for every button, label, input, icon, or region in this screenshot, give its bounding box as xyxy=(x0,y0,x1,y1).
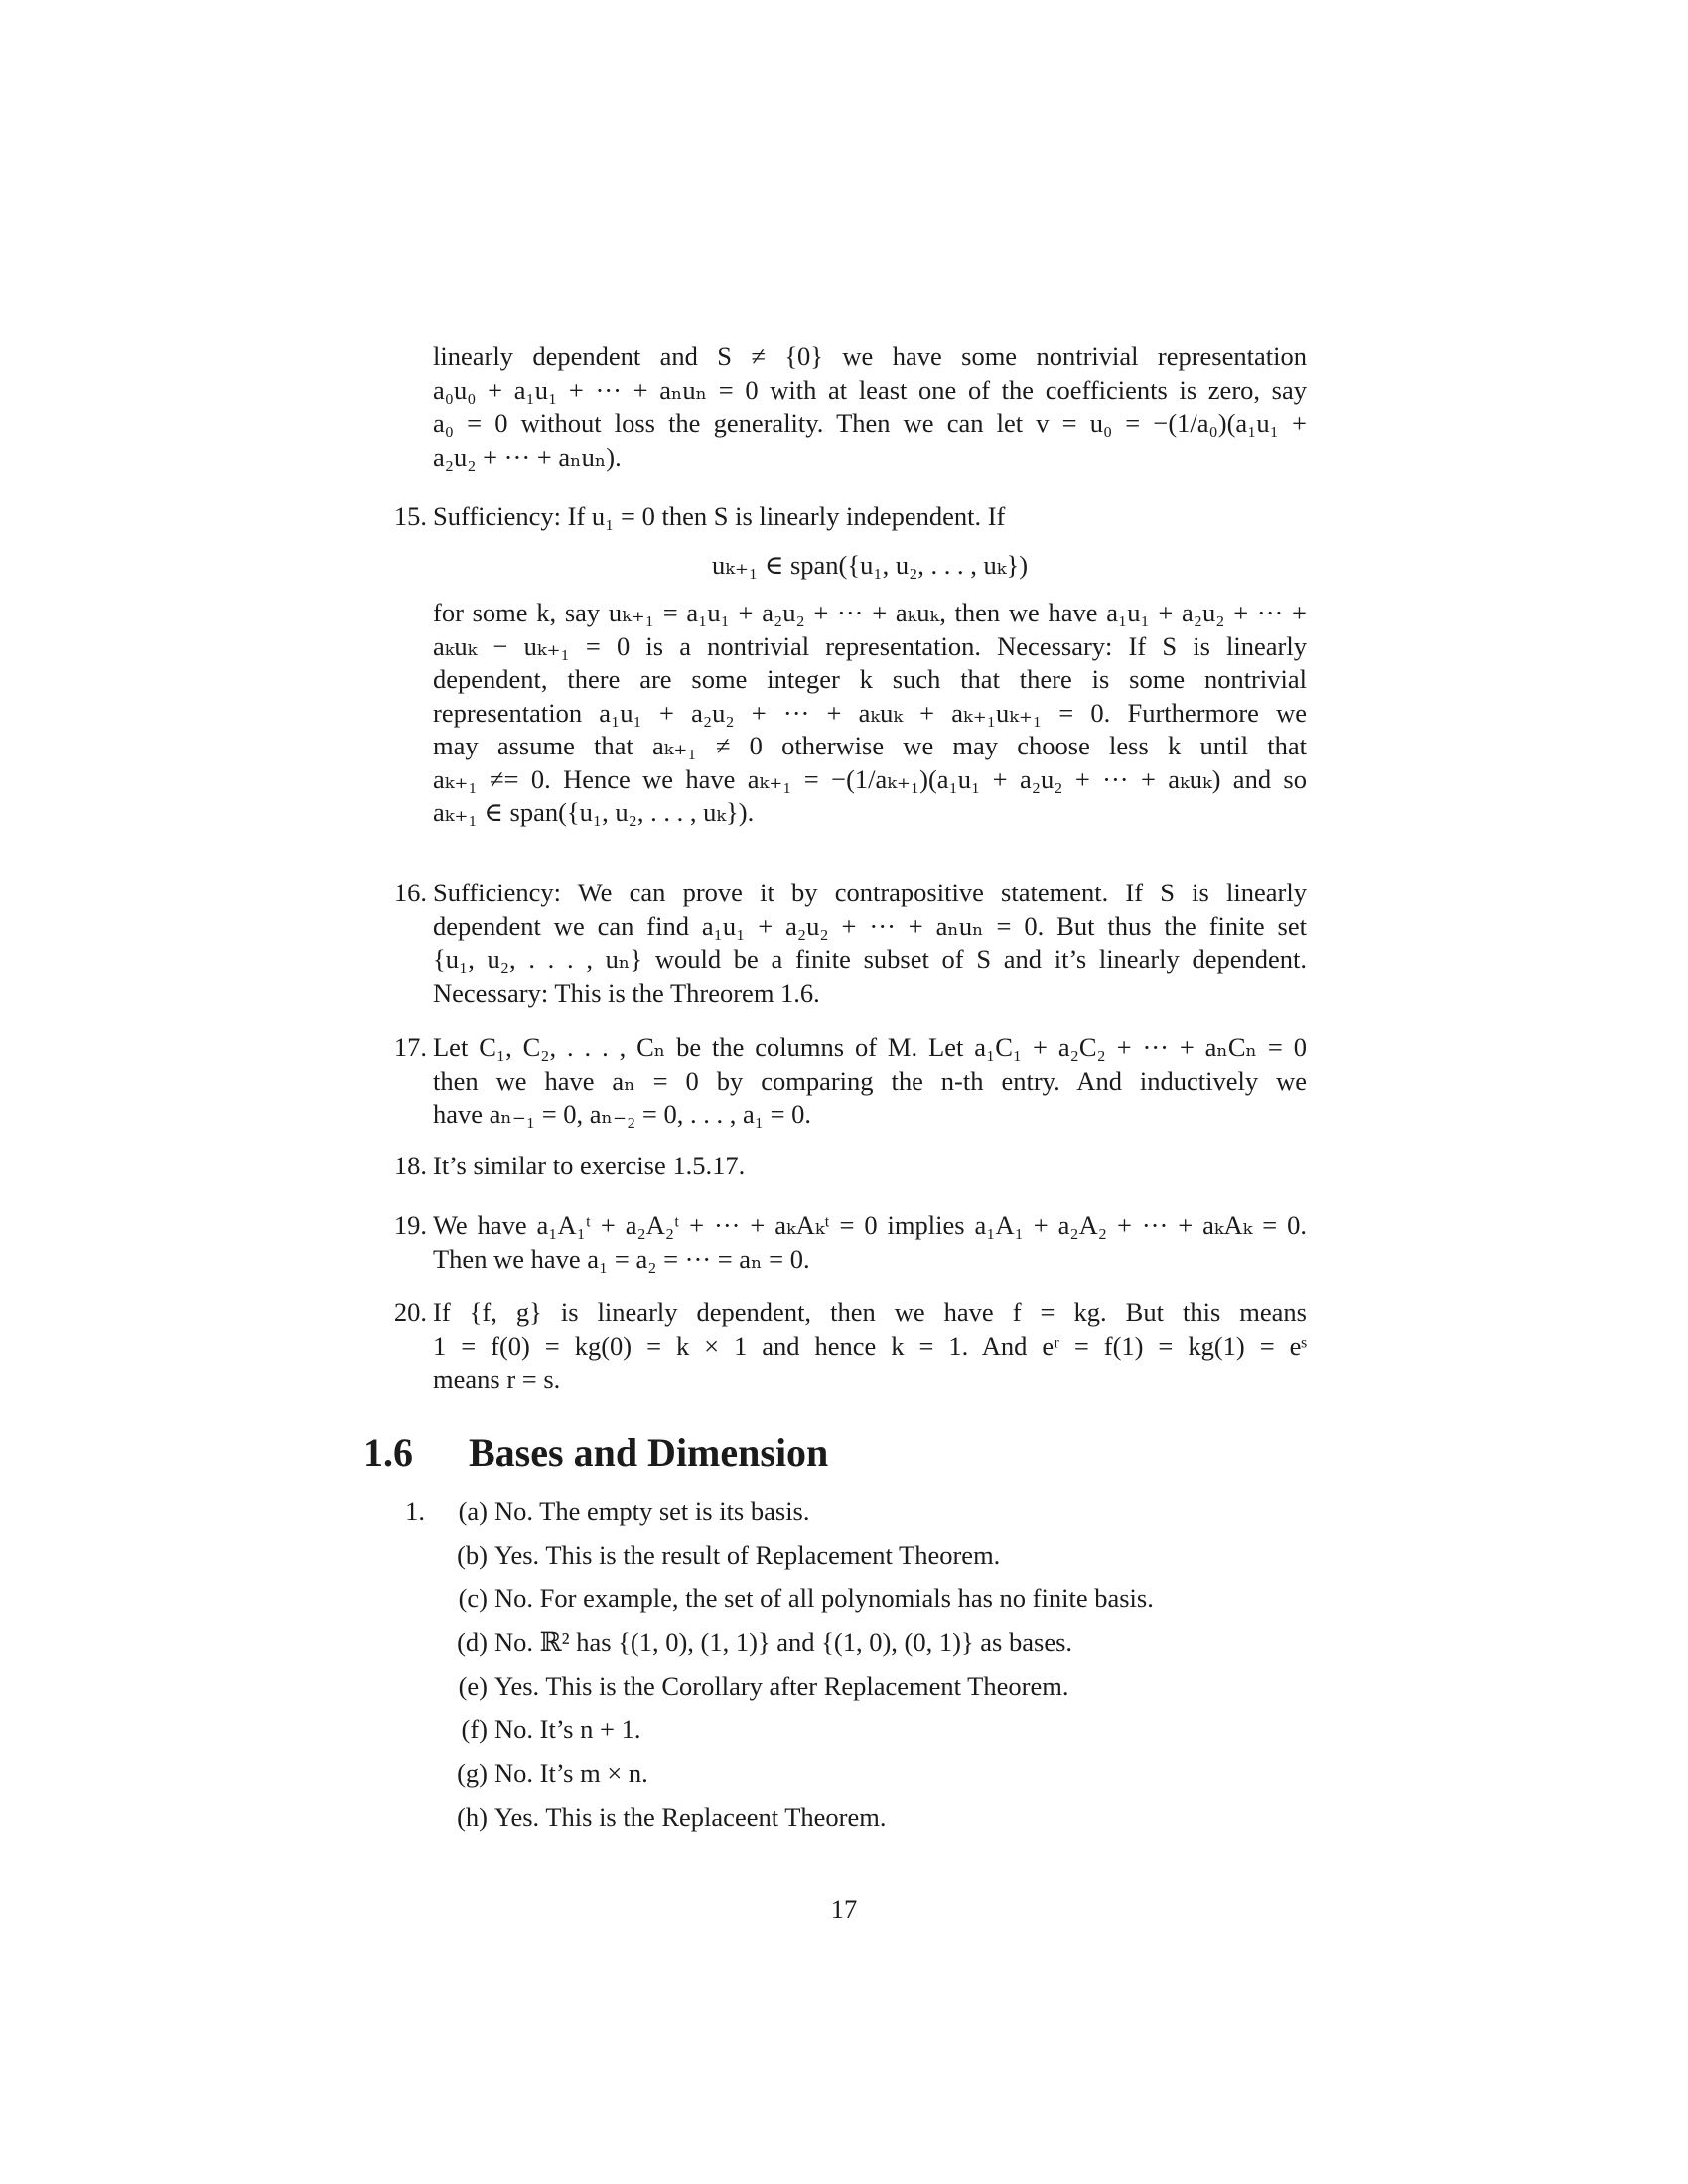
subitem-label: (g) xyxy=(457,1758,488,1788)
text-line: dependent, there are some integer k such that there is some nontrivial xyxy=(433,664,1307,694)
subitem-text: No. For example, the set of all polynomials has no finite basis. xyxy=(494,1583,1154,1613)
text-line: a₀u₀ + a₁u₁ + ··· + aₙuₙ = 0 with at least one of the coefficients is zero, say xyxy=(433,374,1307,405)
subitem-label: (a) xyxy=(458,1496,488,1526)
subitem-label: (h) xyxy=(457,1802,488,1832)
exercise-16 xyxy=(393,877,1307,1010)
text-line: It’s similar to exercise 1.5.17. xyxy=(433,1151,746,1180)
subitem-label: (e) xyxy=(458,1671,488,1701)
subitem-label: (f) xyxy=(461,1714,488,1744)
exercise-number: 1. xyxy=(405,1496,425,1526)
section-title: Bases and Dimension xyxy=(469,1431,829,1475)
exercise-17 xyxy=(393,1031,1307,1132)
text-line: a₀ = 0 without loss the generality. Then we can let v = u₀ = −(1/a₀)(a₁u₁ + xyxy=(433,408,1307,438)
exercise-number: 15. xyxy=(393,501,427,531)
text-line: dependent we can find a₁u₁ + a₂u₂ + ··· + aₙuₙ = 0. But thus the finite set xyxy=(433,910,1307,941)
text-line: Sufficiency: We can prove it by contrapositive statement. If S is linearly xyxy=(433,878,1307,907)
exercise-18 xyxy=(393,1150,1307,1183)
text-line: linearly dependent and S ≠ {0} we have some nontrivial representation xyxy=(433,341,1307,371)
text-line: Sufficiency: If u₁ = 0 then S is linearly independent. If xyxy=(433,501,1006,531)
text-line: means r = s. xyxy=(433,1364,561,1394)
exercise-number: 19. xyxy=(393,1210,427,1240)
text-line: aₖ₊₁ ≠= 0. Hence we have aₖ₊₁ = −(1/aₖ₊₁)(a₁u₁ + a₂u₂ + ··· + aₖuₖ) and so xyxy=(433,763,1307,794)
section-number: 1.6 xyxy=(363,1431,413,1475)
text-line: Then we have a₁ = a₂ = ··· = aₙ = 0. xyxy=(433,1243,810,1274)
subitem-text: Yes. This is the Corollary after Replacement Theorem. xyxy=(494,1671,1069,1701)
subitem-text: Yes. This is the Replaceent Theorem. xyxy=(494,1802,887,1832)
text-line: Necessary: This is the Threorem 1.6. xyxy=(433,977,820,1008)
continuation-paragraph xyxy=(433,341,1307,474)
subitem-text: Yes. This is the result of Replacement Theorem. xyxy=(494,1540,1001,1570)
text-line: {u₁, u₂, . . . , uₙ} would be a finite subset of S and it’s linearly dependent. xyxy=(433,944,1307,974)
display-equation: uₖ₊₁ ∈ span({u₁, u₂, . . . , uₖ}) xyxy=(711,549,1029,580)
text-line: We have a₁A₁ᵗ + a₂A₂ᵗ + ··· + aₖAₖᵗ = 0 implies a₁A₁ + a₂A₂ + ··· + aₖAₖ = 0. xyxy=(433,1210,1307,1240)
text-line: a₂u₂ + ··· + aₙuₙ). xyxy=(433,441,622,472)
text-line: then we have aₙ = 0 by comparing the n-th entry. And inductively we xyxy=(433,1065,1307,1096)
text-line: aₖ₊₁ ∈ span({u₁, u₂, . . . , uₖ}). xyxy=(433,797,755,827)
page-number: 17 xyxy=(830,1894,858,1924)
exercise-number: 20. xyxy=(393,1297,427,1327)
exercise-number: 17. xyxy=(393,1032,427,1062)
subitem-label: (b) xyxy=(457,1540,488,1570)
text-line: representation a₁u₁ + a₂u₂ + ··· + aₖuₖ + aₖ₊₁uₖ₊₁ = 0. Furthermore we xyxy=(433,697,1307,728)
text-line: have aₙ₋₁ = 0, aₙ₋₂ = 0, . . . , a₁ = 0. xyxy=(433,1099,812,1129)
section-heading xyxy=(363,1430,828,1476)
subitem-text: No. ℝ² has {(1, 0), (1, 1)} and {(1, 0), (0, 1)} as bases. xyxy=(494,1627,1073,1657)
text-line: Let C₁, C₂, . . . , Cₙ be the columns of M. Let a₁C₁ + a₂C₂ + ··· + aₙCₙ = 0 xyxy=(433,1032,1307,1062)
text-line: If {f, g} is linearly dependent, then we have f = kg. But this means xyxy=(433,1297,1307,1327)
exercise-20 xyxy=(393,1297,1307,1397)
text-line: 1 = f(0) = kg(0) = k × 1 and hence k = 1. And eʳ = f(1) = kg(1) = eˢ xyxy=(433,1330,1307,1361)
subitem-text: No. The empty set is its basis. xyxy=(494,1496,810,1526)
subitem-text: No. It’s m × n. xyxy=(494,1758,648,1788)
text-line: for some k, say uₖ₊₁ = a₁u₁ + a₂u₂ + ··· + aₖuₖ, then we have a₁u₁ + a₂u₂ + ··· + xyxy=(433,598,1307,627)
subitem-text: No. It’s n + 1. xyxy=(494,1714,641,1744)
text-line: may assume that aₖ₊₁ ≠ 0 otherwise we may choose less k until that xyxy=(433,731,1307,760)
subitem-label: (d) xyxy=(457,1627,488,1657)
subitem-label: (c) xyxy=(458,1583,488,1613)
exercise-15 xyxy=(393,500,1307,830)
exercise-number: 18. xyxy=(393,1151,427,1180)
text-line: aₖuₖ − uₖ₊₁ = 0 is a nontrivial representation. Necessary: If S is linearly xyxy=(433,630,1307,661)
exercise-number: 16. xyxy=(393,878,427,907)
exercise-19 xyxy=(393,1209,1307,1276)
